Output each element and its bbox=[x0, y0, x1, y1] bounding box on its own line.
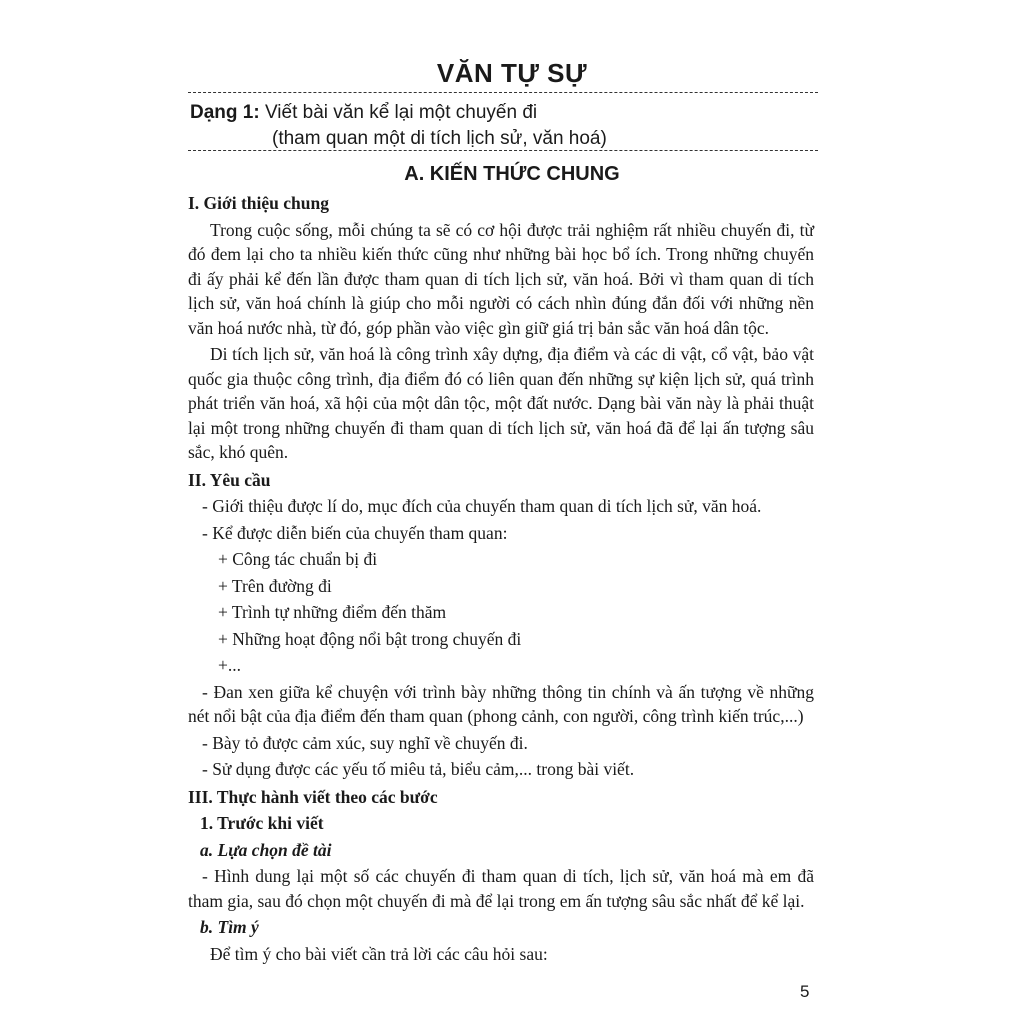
step-b-text: Để tìm ý cho bài viết cần trả lời các câu hỏi sau: bbox=[210, 943, 548, 964]
body-text bbox=[188, 188, 814, 966]
dashed-divider-bottom bbox=[188, 150, 818, 151]
requirement-item: - Kể được diễn biến của chuyến tham quan: bbox=[202, 522, 508, 543]
requirement-item: - Giới thiệu được lí do, mục đích của chuyến tham quan di tích lịch sử, văn hoá. bbox=[202, 496, 762, 516]
requirement-item: - Đan xen giữa kể chuyện với trình bày những thông tin chính và ấn tượng về những nét nổi bật của địa điểm đến tham quan (phong cảnh, con người, công trình kiến trúc,...) bbox=[188, 681, 814, 726]
requirement-item: - Bày tỏ được cảm xúc, suy nghĩ về chuyến đi. bbox=[202, 732, 528, 753]
sub-list-item: + Trên đường đi bbox=[218, 575, 332, 596]
dang-heading bbox=[190, 100, 607, 152]
step-a-heading: a. Lựa chọn đề tài bbox=[200, 839, 332, 860]
step-b-heading: b. Tìm ý bbox=[200, 917, 259, 937]
sub-list-item: + Những hoạt động nổi bật trong chuyến đi bbox=[218, 628, 522, 649]
section-1-heading: I. Giới thiệu chung bbox=[188, 193, 329, 213]
section-1-paragraph-1: Trong cuộc sống, mỗi chúng ta sẽ có cơ hội được trải nghiệm rất nhiều chuyến đi, từ đó đem lại cho ta nhiều kiến thức cũng như những bài học bổ ích. Trong những chuyến đi ấy phải kể đến lần được tham quan di tích lịch sử, văn hoá. Bởi vì tham quan di tích lịch sử, văn hoá chính là giúp cho mỗi người có cách nhìn đúng đắn đối với những nền văn hoá nước nhà, từ đó, góp phần vào việc gìn giữ giá trị bản sắc văn hoá dân tộc. bbox=[188, 219, 814, 338]
sub-list-item: + Trình tự những điểm đến thăm bbox=[218, 602, 447, 622]
dang-line1: Viết bài văn kể lại một chuyến đi bbox=[259, 102, 538, 123]
subsection-heading: 1. Trước khi viết bbox=[200, 813, 324, 833]
dang-line2: (tham quan một di tích lịch sử, văn hoá) bbox=[272, 128, 607, 149]
section-2-heading: II. Yêu cầu bbox=[188, 469, 271, 490]
section-3-heading: III. Thực hành viết theo các bước bbox=[188, 786, 438, 807]
dang-label: Dạng 1: bbox=[190, 102, 260, 123]
step-a-text: - Hình dung lại một số các chuyến đi tham quan di tích, lịch sử, văn hoá mà em đã tham gia, sau đó chọn một chuyến đi mà để lại trong em ấn tượng sâu sắc nhất để kể lại. bbox=[188, 866, 814, 911]
requirement-item: - Sử dụng được các yếu tố miêu tả, biểu cảm,... trong bài viết. bbox=[202, 759, 635, 779]
dashed-divider-top bbox=[188, 92, 818, 93]
page-number: 5 bbox=[800, 982, 810, 1001]
section-1-paragraph-2: Di tích lịch sử, văn hoá là công trình xây dựng, địa điểm và các di vật, cổ vật, bảo vật quốc gia thuộc công trình, địa điểm đó có liên quan đến những sự kiện lịch sử, quá trình phát triển văn hoá, xã hội của một dân tộc, một đất nước. Dạng bài văn này là phải thuật lại một trong những chuyến đi tham quan di tích lịch sử, văn hoá đã để lại ấn tượng sâu sắc, khó quên. bbox=[188, 344, 814, 462]
sub-list-item: + Công tác chuẩn bị đi bbox=[218, 549, 378, 569]
main-title: VĂN TỰ SỰ bbox=[436, 58, 588, 88]
sub-list-item: +... bbox=[218, 655, 241, 675]
section-a-title: A. KIẾN THỨC CHUNG bbox=[404, 163, 620, 185]
